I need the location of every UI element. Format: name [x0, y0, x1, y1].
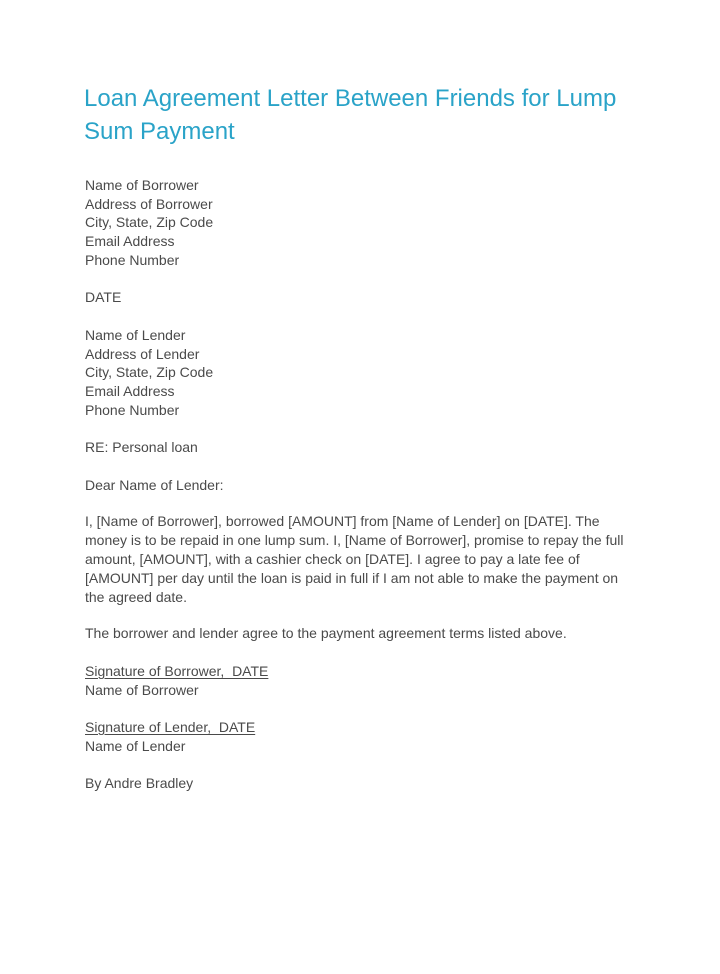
agreement-text: The borrower and lender agree to the payment agreement terms listed above.	[85, 625, 567, 641]
borrower-phone: Phone Number	[85, 251, 180, 268]
borrower-city: City, State, Zip Code	[85, 214, 214, 231]
salutation	[85, 476, 645, 495]
subject-line	[85, 438, 645, 457]
lender-signature-line: Signature of Lender, DATE	[85, 719, 256, 735]
lender-address-block	[85, 326, 645, 420]
letter-date	[85, 288, 645, 307]
subject-text: RE: Personal loan	[85, 439, 198, 455]
borrower-name: Name of Borrower	[85, 177, 199, 193]
author-text: By Andre Bradley	[85, 775, 194, 791]
lender-signature-name: Name of Lender	[85, 737, 186, 754]
salutation-text: Dear Name of Lender:	[85, 477, 224, 493]
lender-signature-block	[85, 718, 645, 755]
lender-address: Address of Lender	[85, 345, 200, 362]
borrower-signature-line: Signature of Borrower, DATE	[85, 663, 269, 679]
lender-city: City, State, Zip Code	[85, 364, 214, 381]
document-title: Loan Agreement Letter Between Friends for Lump Sum Payment	[84, 85, 617, 145]
author-credit	[85, 774, 645, 793]
lender-name: Name of Lender	[85, 327, 186, 343]
borrower-email: Email Address	[85, 233, 175, 250]
borrower-address: Address of Borrower	[85, 195, 213, 212]
body-paragraph: I, [Name of Borrower], borrowed [AMOUNT] from [Name of Lender] on [DATE]. The money is to be repaid in one lump sum. I, [Name of Borrower], promise to repay the full amount, [AMOUNT], with a cashier check on [DATE]. I agree to pay a late fee of [AMOUNT] per day until the loan is paid in full if I am not able to make the payment on the agreed date.	[85, 513, 624, 605]
date-text: DATE	[85, 289, 122, 305]
borrower-signature-block	[85, 662, 645, 699]
agreement-statement	[85, 624, 645, 643]
borrower-address-block	[85, 176, 645, 270]
lender-phone: Phone Number	[85, 401, 180, 418]
borrower-signature-name: Name of Borrower	[85, 681, 199, 698]
lender-email: Email Address	[85, 383, 175, 400]
